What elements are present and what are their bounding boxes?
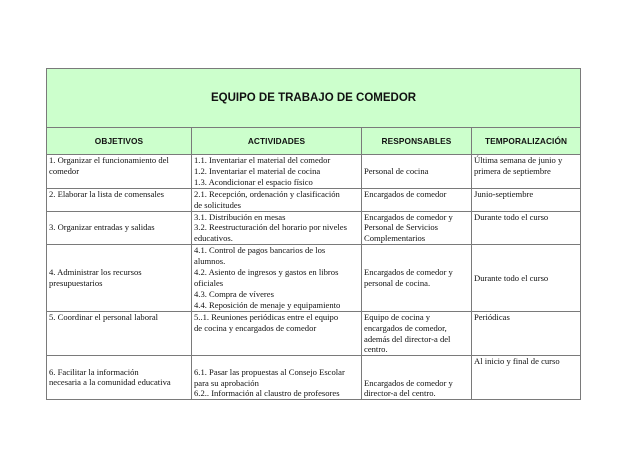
cell-line: 4.4. Reposición de menaje y equipamiento bbox=[194, 299, 341, 310]
cell-line: 5. Coordinar el personal laboral bbox=[49, 311, 159, 322]
header-row bbox=[47, 128, 581, 155]
comedor-plan-table bbox=[46, 68, 581, 400]
cell-line: comedor bbox=[49, 165, 80, 176]
cell-line: de cocina y encargados de comedor bbox=[194, 322, 317, 333]
responsables-cell bbox=[362, 311, 472, 356]
cell-line: Personal de Servicios bbox=[364, 222, 438, 233]
cell-line: alumnos. bbox=[194, 256, 226, 267]
cell-line: Complementarios bbox=[364, 233, 426, 244]
temporalizacion-cell bbox=[472, 188, 581, 211]
cell-line: Encargados de comedor y bbox=[364, 267, 453, 278]
table-row bbox=[47, 188, 581, 211]
table-row bbox=[47, 211, 581, 245]
cell-line: Periódicas bbox=[474, 311, 510, 322]
cell-line: 6.2.. Información al claustro de profesores bbox=[194, 388, 340, 399]
title-row bbox=[47, 69, 581, 128]
objetivo-cell bbox=[47, 311, 192, 356]
cell-line: presupuestarios bbox=[49, 277, 103, 288]
cell-line: 1. Organizar el funcionamiento del bbox=[49, 155, 169, 165]
cell-line: 4.3. Compra de víveres bbox=[194, 288, 274, 299]
cell-line: 5..1. Reuniones periódicas entre el equipo bbox=[194, 311, 339, 322]
cell-line: necesaria a la comunidad educativa bbox=[49, 377, 171, 388]
responsables-cell bbox=[362, 188, 472, 211]
objetivo-cell bbox=[47, 356, 192, 400]
cell-line: centro. bbox=[364, 344, 388, 355]
cell-line: Encargados de comedor y bbox=[364, 377, 453, 388]
temporalizacion-cell bbox=[472, 211, 581, 245]
temporalizacion-cell bbox=[472, 245, 581, 311]
cell-line: Junio-septiembre bbox=[474, 188, 534, 199]
comedor-table-container bbox=[46, 68, 580, 400]
actividades-cell bbox=[192, 211, 362, 245]
header-actividades: ACTIVIDADES bbox=[192, 128, 362, 155]
cell-line: 4.2. Asiento de ingresos y gastos en libros bbox=[194, 267, 339, 278]
cell-line: 3.2. Reestructuración del horario por niveles bbox=[194, 222, 347, 233]
actividades-cell bbox=[192, 188, 362, 211]
cell-line: 4.1. Control de pagos bancarios de los bbox=[194, 245, 326, 256]
cell-line: Durante todo el curso bbox=[474, 211, 549, 222]
cell-line: personal de cocina. bbox=[364, 277, 431, 288]
table-row bbox=[47, 356, 581, 400]
cell-line: Al inicio y final de curso bbox=[474, 356, 560, 367]
actividades-cell bbox=[192, 245, 362, 311]
cell-line: 6.1. Pasar las propuestas al Consejo Escolar bbox=[194, 366, 345, 377]
objetivo-cell bbox=[47, 155, 192, 189]
cell-line: además del director-a del bbox=[364, 333, 451, 344]
cell-line: para su aprobación bbox=[194, 377, 259, 388]
temporalizacion-cell bbox=[472, 356, 581, 400]
cell-line: 1.1. Inventariar el material del comedor bbox=[194, 155, 331, 165]
cell-line: educativos. bbox=[194, 233, 233, 244]
cell-line: Encargados de comedor y bbox=[364, 211, 453, 222]
cell-line: Encargados de comedor bbox=[364, 188, 447, 199]
objetivo-cell bbox=[47, 188, 192, 211]
cell-line: 1.2. Inventariar el material de cocina bbox=[194, 165, 321, 176]
table-row bbox=[47, 155, 581, 189]
cell-line: 4. Administrar los recursos bbox=[49, 267, 142, 278]
table-row bbox=[47, 245, 581, 311]
cell-line: oficiales bbox=[194, 277, 224, 288]
cell-line: 3.1. Distribución en mesas bbox=[194, 211, 286, 222]
cell-line: encargados de comedor, bbox=[364, 322, 447, 333]
cell-line: 2.1. Recepción, ordenación y clasificación bbox=[194, 188, 340, 199]
cell-line: director-a del centro. bbox=[364, 388, 436, 399]
responsables-cell bbox=[362, 155, 472, 189]
objetivo-cell bbox=[47, 245, 192, 311]
header-responsables: RESPONSABLES bbox=[362, 128, 472, 155]
table-title: EQUIPO DE TRABAJO DE COMEDOR bbox=[47, 69, 581, 128]
cell-line: Última semana de junio y bbox=[474, 155, 563, 165]
table-row bbox=[47, 311, 581, 356]
cell-line: Equipo de cocina y bbox=[364, 311, 431, 322]
cell-line: 3. Organizar entradas y salidas bbox=[49, 222, 155, 233]
temporalizacion-cell bbox=[472, 311, 581, 356]
header-temporalizacion: TEMPORALIZACIÓN bbox=[472, 128, 581, 155]
actividades-cell bbox=[192, 356, 362, 400]
cell-line: Durante todo el curso bbox=[474, 272, 549, 283]
responsables-cell bbox=[362, 356, 472, 400]
temporalizacion-cell bbox=[472, 155, 581, 189]
responsables-cell bbox=[362, 245, 472, 311]
header-objetivos: OBJETIVOS bbox=[47, 128, 192, 155]
cell-line: 6. Facilitar la información bbox=[49, 366, 139, 377]
actividades-cell bbox=[192, 311, 362, 356]
cell-line: primera de septiembre bbox=[474, 165, 551, 176]
actividades-cell bbox=[192, 155, 362, 189]
cell-line: 1.3. Acondicionar el espacio físico bbox=[194, 176, 313, 187]
objetivo-cell bbox=[47, 211, 192, 245]
cell-line: de solicitudes bbox=[194, 199, 242, 210]
cell-line: 2. Elaborar la lista de comensales bbox=[49, 188, 165, 199]
cell-line: Personal de cocina bbox=[364, 165, 429, 176]
responsables-cell bbox=[362, 211, 472, 245]
